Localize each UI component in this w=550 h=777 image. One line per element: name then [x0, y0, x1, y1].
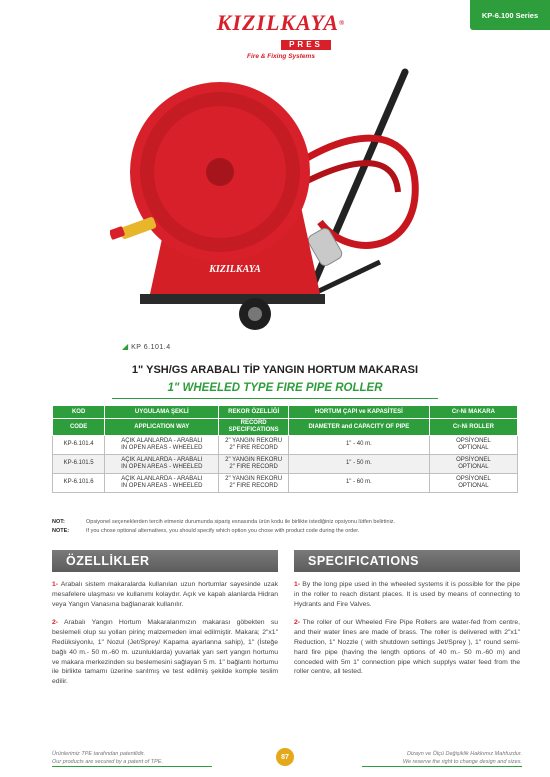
cell-rec-tr: 2" YANGIN REKORU — [225, 456, 283, 463]
table-row — [53, 436, 518, 455]
th-code-tr: KOD — [53, 406, 105, 419]
th-rec-tr: REKOR ÖZELLİĞİ — [219, 406, 289, 419]
cell-app-tr: AÇIK ALANLARDA - ARABALI — [121, 456, 203, 463]
cell-opt-tr: OPSİYONEL — [456, 437, 491, 444]
cell-opt-tr: OPSİYONEL — [456, 456, 491, 463]
note-english — [52, 527, 522, 536]
footer-divider-right — [362, 766, 522, 767]
cell-rec-tr: 2" YANGIN REKORU — [225, 437, 283, 444]
cell-opt-en: OPTIONAL — [458, 464, 489, 470]
note-tr-label: NOT: — [52, 519, 65, 525]
reel-brand-label: KIZILKAYA — [209, 264, 261, 275]
spec-table — [52, 405, 518, 493]
th-rec-en: RECORD SPECIFICATIONS — [219, 419, 289, 436]
note-en-text: If you chose optional alternatives, you should specify which option you chose with product code during the order. — [86, 528, 360, 534]
spec-text-2: The roller of our Wheeled Fire Pipe Rollers are water-fed from centre, and their water lines are made of brass. The roller is delivered with 2"x1" Reduction, 1" Nozzle ( with shutdown settings Jet/Sprey ), 1" round semi-hard fire pipe (having the length options of 40 m.- 50 m.-60 m) and conceded with 5m 1" connection pipe which supplys water feed from the roller centre, all tested. — [294, 619, 520, 676]
cell-rec-en: 2" FIRE RECORD — [229, 483, 278, 489]
th-app-en: APPLICATION WAY — [105, 419, 219, 436]
features-num-1: 1- — [52, 581, 59, 588]
footer-left-en: Our products are secured by a patent of TPE. — [52, 759, 163, 765]
cell-dia: 1" - 50 m. — [288, 455, 429, 474]
cell-app-en: IN OPEN AREAS - WHEELED — [121, 464, 203, 470]
cell-app — [105, 455, 219, 474]
features-paragraph-1 — [52, 580, 278, 609]
cell-opt-tr: OPSİYONEL — [456, 475, 491, 482]
features-text-2: Arabalı Yangın Hortum Makaralarımızın makarası göbekten su beslemeli olup su yolları pirinç malzemeden imal edilmiştir. Makara; 2"x1" Redüksiyonlu, 1" Nozul (Jet/Sprey/ Kapama ayarlanna sahip), 1" (İsteğe bağlı 40 m.- 50 m.-60 m. uzunluklarda) yuvarlak yarı sert yangın hortumu ve makara merkezinden su beslemesini sağlayan 5 m. 1" bağlantı hortumu ile birlikte tamamı üzerine sarılmış ve test edilmiş şekilde komple teslim edilir. — [52, 619, 279, 686]
spec-paragraph-1 — [294, 580, 520, 609]
th-opt-en: Cr-Ni ROLLER — [429, 419, 517, 436]
note-en-label: NOTE: — [52, 528, 70, 534]
footer-right — [362, 750, 522, 766]
features-text-1: Arabalı sistem makaralarda kullanılan uzun hortumlar sayesinde uzak mesafelere ulaşması ve kullanımı kolaydır. Açık ve kapalı alanlarda Hidran veya Yangın Vanasına bağlanarak kullanılır. — [52, 581, 278, 608]
features-num-2: 2- — [52, 619, 59, 627]
brand-tagline: Fire & Fixing Systems — [247, 53, 315, 60]
brand-reg: ® — [339, 19, 346, 27]
cell-opt — [429, 455, 517, 474]
spec-num-1: 1- — [294, 581, 301, 588]
cell-dia: 1" - 60 m. — [288, 474, 429, 493]
cell-code: KP-6.101.5 — [53, 455, 105, 474]
notes — [52, 518, 522, 536]
note-turkish — [52, 518, 522, 527]
footer-right-en: We reserve the right to change design and sizes. — [402, 759, 522, 765]
cell-dia: 1" - 40 m. — [288, 436, 429, 455]
th-opt-tr: Cr-Ni MAKARA — [429, 406, 517, 419]
cell-rec-tr: 2" YANGIN REKORU — [225, 475, 283, 482]
table-header-en — [53, 419, 518, 436]
features-paragraph-2 — [52, 618, 278, 687]
cell-app-en: IN OPEN AREAS - WHEELED — [121, 445, 203, 451]
cell-opt — [429, 436, 517, 455]
cell-app — [105, 436, 219, 455]
hose-reel-illustration — [110, 62, 430, 342]
cell-rec-en: 2" FIRE RECORD — [229, 445, 278, 451]
title-turkish: 1" YSH/GS ARABALI TİP YANGIN HORTUM MAKARASI — [131, 364, 419, 376]
cell-opt — [429, 474, 517, 493]
specifications-text — [294, 580, 520, 686]
features-text — [52, 580, 278, 696]
cell-rec-en: 2" FIRE RECORD — [229, 464, 278, 470]
th-dia-en: DIAMETER and CAPACITY OF PIPE — [288, 419, 429, 436]
cell-rec — [219, 474, 289, 493]
spec-num-2: 2- — [294, 619, 301, 627]
title-english: 1" WHEELED TYPE FIRE PIPE ROLLER — [167, 382, 383, 394]
spec-paragraph-2 — [294, 618, 520, 677]
table-row — [53, 455, 518, 474]
brand-press: PRES — [281, 40, 331, 50]
brand-name: KIZILKAYA — [216, 10, 340, 35]
product-code: ◢ KP 6.101.4 — [122, 342, 171, 351]
page-number: 87 — [276, 748, 294, 766]
footer-left — [52, 750, 163, 766]
brand-logo — [206, 12, 356, 61]
cell-rec — [219, 455, 289, 474]
th-app-tr: UYGULAMA ŞEKLİ — [105, 406, 219, 419]
title-divider — [112, 398, 438, 399]
footer-left-tr: Ürünlerimiz TPE tarafından patentlidir. — [52, 751, 146, 757]
cell-opt-en: OPTIONAL — [458, 483, 489, 489]
cell-opt-en: OPTIONAL — [458, 445, 489, 451]
cell-code: KP-6.101.4 — [53, 436, 105, 455]
note-tr-text: Opsiyonel seçeneklerden tercih etmeniz durumunda sipariş esnasında ürün kodu ile birlikte istediğiniz opsiyonu lütfen belirtiniz. — [86, 519, 396, 525]
cell-rec — [219, 436, 289, 455]
cell-app-tr: AÇIK ALANLARDA - ARABALI — [121, 475, 203, 482]
th-dia-tr: HORTUM ÇAPI ve KAPASİTESİ — [288, 406, 429, 419]
cell-app — [105, 474, 219, 493]
product-image — [110, 62, 430, 342]
table-row — [53, 474, 518, 493]
specifications-heading: SPECIFICATIONS — [294, 550, 520, 572]
th-code-en: CODE — [53, 419, 105, 436]
cell-code: KP-6.101.6 — [53, 474, 105, 493]
cell-app-en: IN OPEN AREAS - WHEELED — [121, 483, 203, 489]
features-heading: ÖZELLİKLER — [52, 550, 278, 572]
table-header-tr — [53, 406, 518, 419]
spec-text-1: By the long pipe used in the wheeled systems it is possible for the pipe in the roller to reach distant places. It is used by means of connecting to Hydrants and Fire Valves. — [294, 581, 520, 608]
cell-app-tr: AÇIK ALANLARDA - ARABALI — [121, 437, 203, 444]
product-code-text: KP 6.101.4 — [131, 344, 171, 351]
series-tag: KP-6.100 Series — [470, 0, 550, 30]
footer-divider-left — [52, 766, 212, 767]
footer-right-tr: Dizayn ve Ölçü Değişiklik Hakkımız Mahfuzdur. — [406, 751, 522, 757]
